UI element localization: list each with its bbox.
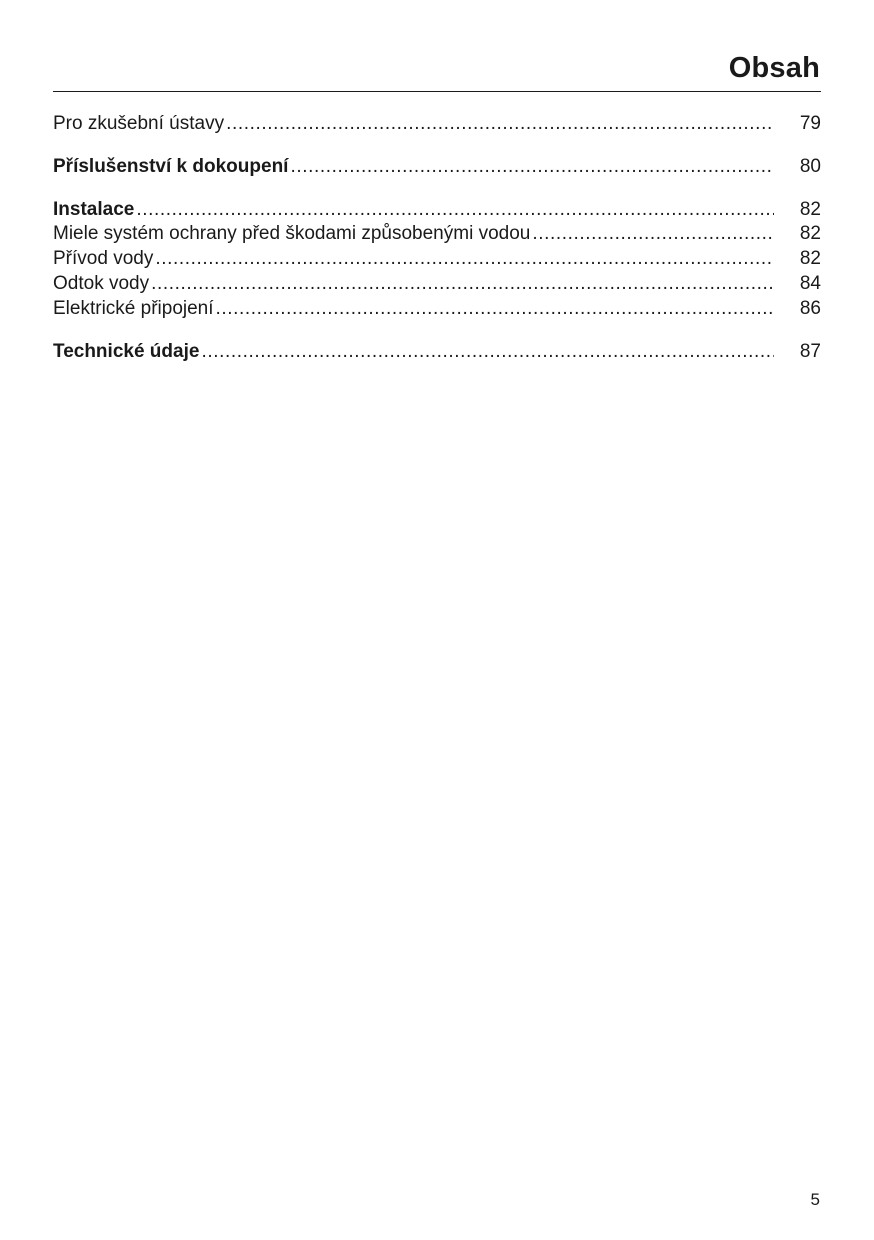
toc-entry-odtok-vody[interactable] [53, 272, 821, 297]
toc-group [53, 198, 821, 322]
toc-entry-page: 79 [799, 113, 821, 134]
toc-entry-title: Odtok vody [53, 272, 150, 294]
toc-dot-leader [151, 272, 774, 297]
toc-entry-title: Přívod vody [53, 248, 154, 270]
toc-entry-title: Technické údaje [53, 340, 200, 362]
toc-dot-leader [226, 112, 774, 137]
toc-dot-leader [201, 340, 774, 365]
toc-dot-leader [155, 247, 774, 272]
toc-entry-page: 82 [799, 223, 821, 245]
toc-dot-leader [532, 222, 774, 247]
toc-group [53, 112, 821, 137]
toc-dot-leader [290, 155, 774, 180]
toc-entry-page: 80 [799, 155, 821, 177]
toc-entry-miele-system-ochrany[interactable] [53, 222, 821, 247]
toc-dot-leader [136, 198, 774, 223]
toc-entry-technicke-udaje[interactable] [53, 340, 821, 365]
toc-entry-title: Miele systém ochrany před škodami způsobenými vodou [53, 223, 531, 245]
table-of-contents [53, 112, 821, 364]
toc-entry-page: 82 [799, 198, 821, 220]
toc-entry-prislusenstvi-k-dokoupeni[interactable] [53, 155, 821, 180]
toc-entry-pro-zkusebni-ustavy[interactable] [53, 112, 821, 137]
toc-entry-elektricke-pripojeni[interactable] [53, 297, 821, 322]
toc-entry-page: 86 [799, 297, 821, 319]
toc-entry-page: 84 [799, 272, 821, 294]
toc-group [53, 340, 821, 365]
toc-entry-page: 82 [799, 248, 821, 270]
toc-entry-title: Instalace [53, 198, 135, 220]
toc-entry-title: Pro zkušební ústavy [53, 113, 225, 134]
toc-entry-title: Elektrické připojení [53, 297, 214, 319]
page-title: Obsah [728, 52, 820, 84]
toc-entry-privod-vody[interactable] [53, 247, 821, 272]
toc-dot-leader [216, 297, 774, 322]
toc-entry-page: 87 [799, 340, 821, 362]
toc-entry-title: Příslušenství k dokoupení [53, 155, 289, 177]
page-number: 5 [810, 1190, 820, 1209]
toc-entry-instalace[interactable] [53, 198, 821, 223]
toc-group [53, 155, 821, 180]
title-divider [53, 91, 821, 92]
